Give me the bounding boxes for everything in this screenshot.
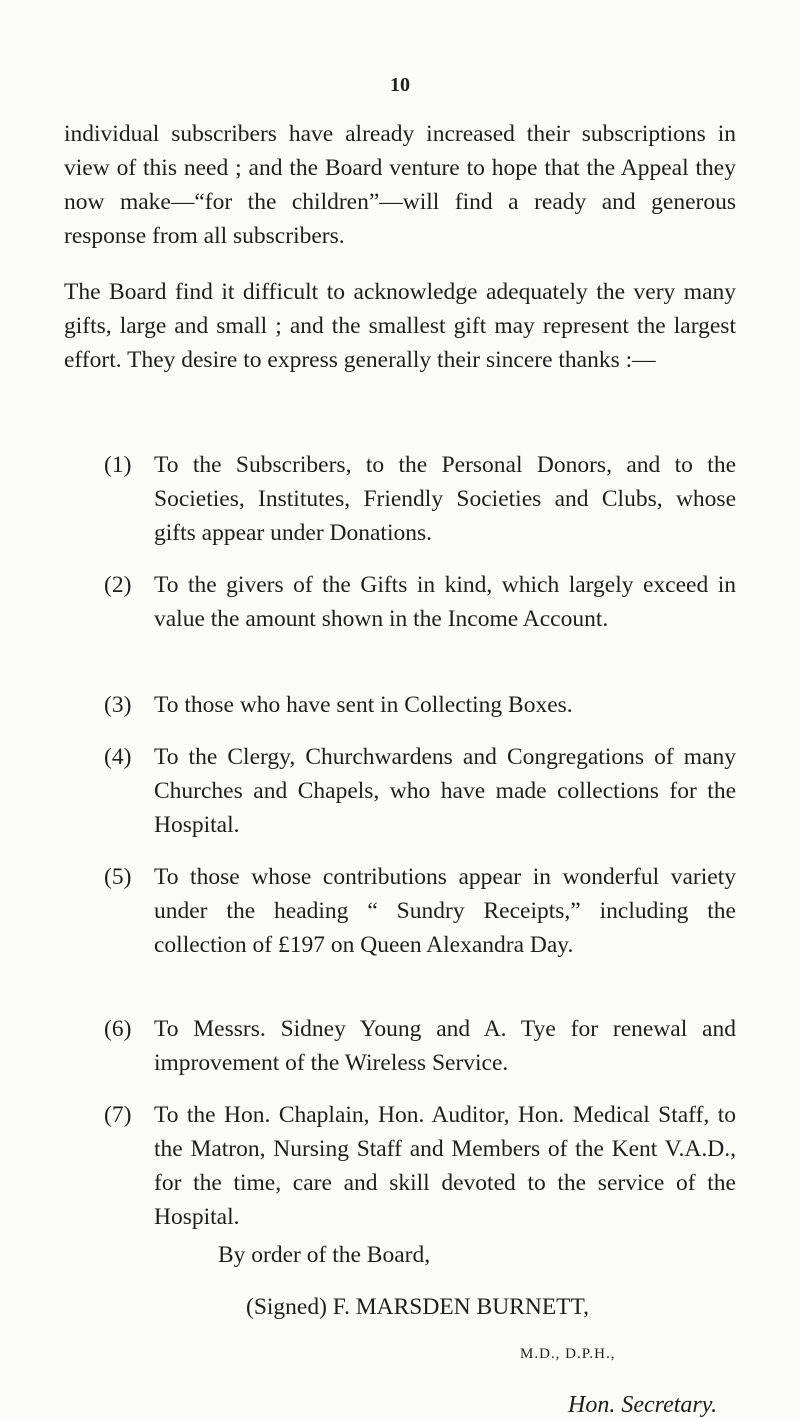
list-item (64, 568, 736, 636)
list-item (64, 688, 736, 722)
item-number: (4) (104, 744, 132, 770)
page-number: 10 (390, 74, 410, 96)
item-number: (7) (104, 1102, 132, 1128)
item-text: To those whose contributions appear in wonderful variety under the heading “ Sundry Receipts,” including the collection of £197 on Queen Alexandra Day. (154, 864, 736, 958)
item-text: To those who have sent in Collecting Boxes. (154, 692, 573, 718)
item-text: To the Clergy, Churchwardens and Congregations of many Churches and Chapels, who have made collections for the Hospital. (154, 744, 736, 838)
signature-line: (Signed) F. MARSDEN BURNETT, (246, 1294, 590, 1320)
item-number: (1) (104, 452, 132, 478)
signatory-title: Hon. Secretary. (568, 1392, 718, 1418)
item-text: To Messrs. Sidney Young and A. Tye for renewal and improvement of the Wireless Service. (154, 1016, 736, 1076)
list-item (64, 1012, 736, 1080)
signatory-credentials: M.D., D.P.H., (520, 1346, 616, 1362)
list-item (64, 740, 736, 842)
list-item (64, 1098, 736, 1234)
list-item (64, 860, 736, 962)
paragraph-thanks: The Board find it difficult to acknowledge adequately the very many gifts, large and small ; and the smallest gift may represent the largest effort. They desire to express generally their sincere thanks :— (64, 279, 736, 373)
item-number: (6) (104, 1016, 132, 1042)
item-text: To the Hon. Chaplain, Hon. Auditor, Hon. Medical Staff, to the Matron, Nursing Staff and Members of the Kent V.A.D., for the time, care and skill devoted to the service of the Hospital. (154, 1102, 736, 1230)
closing-order-line: By order of the Board, (218, 1242, 431, 1268)
item-number: (3) (104, 692, 132, 718)
item-number: (5) (104, 864, 132, 890)
item-text: To the Subscribers, to the Personal Donors, and to the Societies, Institutes, Friendly Societies and Clubs, whose gifts appear under Donations. (154, 452, 736, 546)
item-number: (2) (104, 572, 132, 598)
paragraph-intro: individual subscribers have already increased their subscriptions in view of this need ; and the Board venture to hope that the Appeal they now make—“for the children”—will find a ready and generous response from all subscribers. (64, 121, 736, 249)
list-item (64, 448, 736, 550)
item-text: To the givers of the Gifts in kind, which largely exceed in value the amount shown in the Income Account. (154, 572, 736, 632)
